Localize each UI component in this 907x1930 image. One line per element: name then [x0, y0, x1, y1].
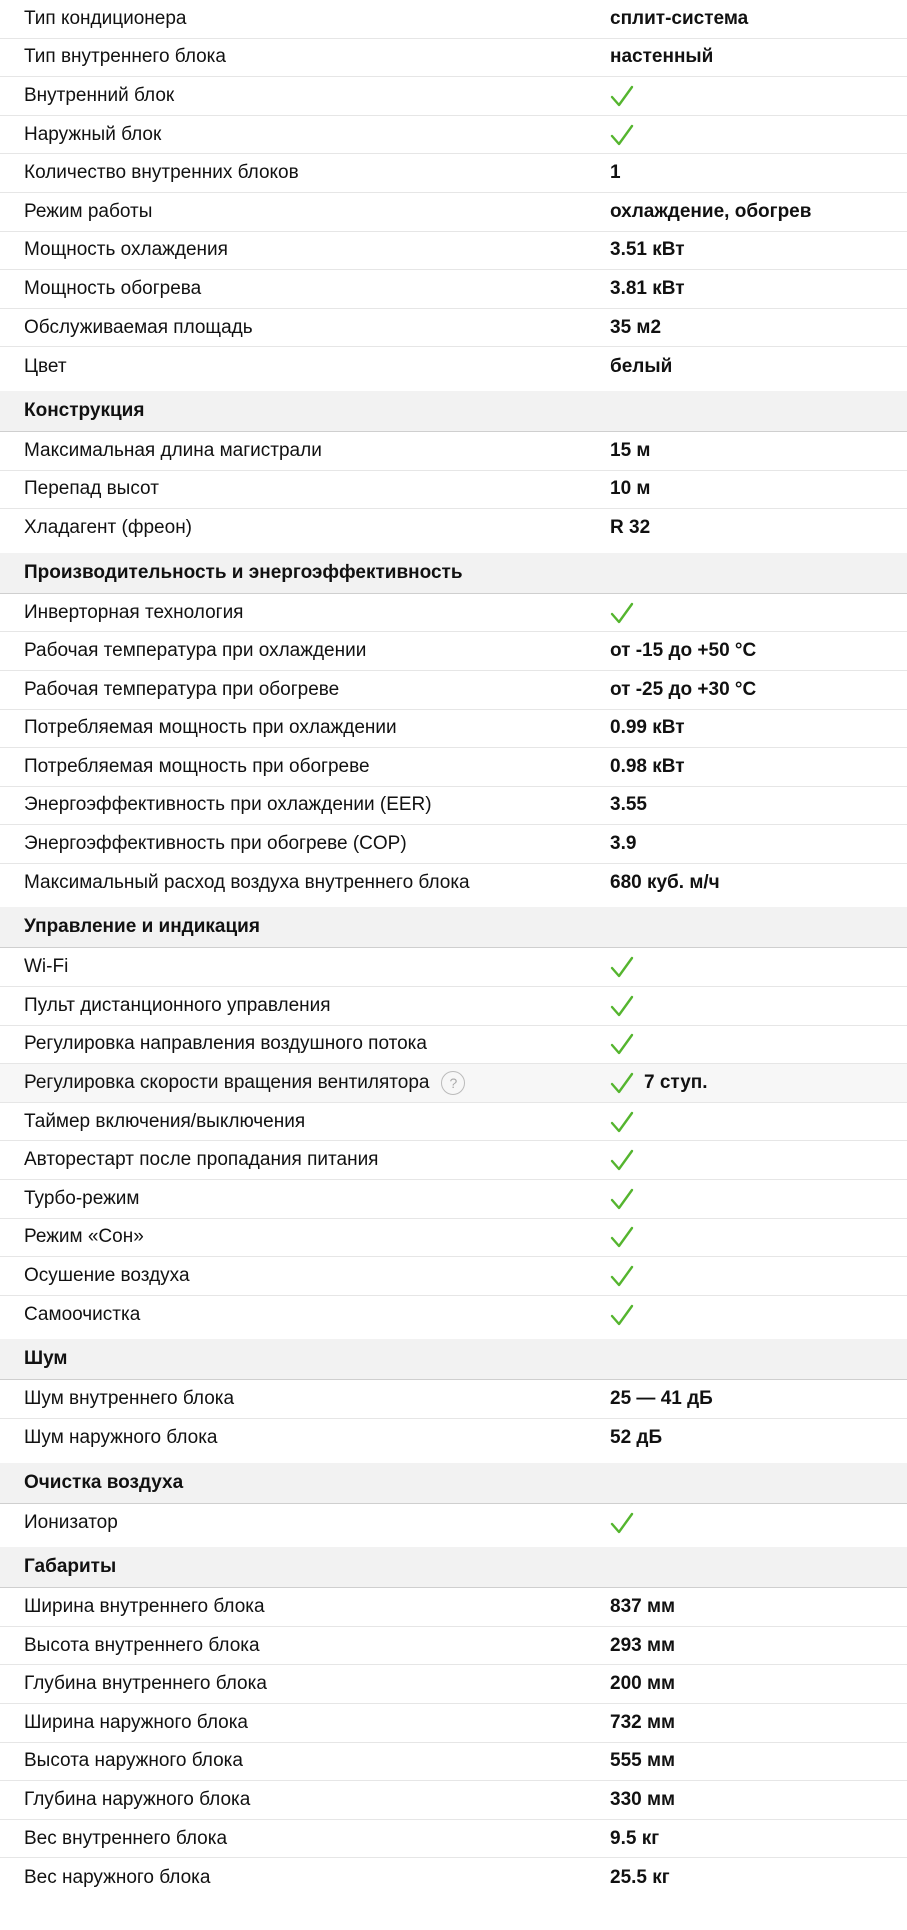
spec-label: Глубина внутреннего блока [24, 1673, 267, 1695]
spec-row [0, 825, 907, 864]
spec-row [0, 1219, 907, 1258]
spec-value: 680 куб. м/ч [610, 872, 720, 894]
section-header: Габариты [0, 1547, 907, 1588]
spec-value: 25.5 кг [610, 1866, 670, 1888]
spec-label-cell [0, 278, 610, 300]
spec-value-cell [610, 278, 685, 300]
spec-row [0, 1743, 907, 1782]
spec-row [0, 116, 907, 155]
spec-value-cell [610, 640, 756, 662]
spec-value: 0.98 кВт [610, 755, 685, 777]
spec-label-cell [0, 1265, 610, 1287]
spec-value-cell [610, 1789, 675, 1811]
spec-value-cell [610, 239, 685, 261]
spec-label: Потребляемая мощность при охлаждении [24, 717, 397, 739]
spec-row [0, 154, 907, 193]
spec-value-cell [610, 1303, 634, 1327]
checkmark-icon [610, 955, 634, 979]
spec-label: Хладагент (фреон) [24, 517, 193, 539]
spec-label-cell [0, 1512, 610, 1534]
spec-label: Ширина внутреннего блока [24, 1595, 265, 1617]
spec-row [0, 1704, 907, 1743]
checkmark-icon [610, 1264, 634, 1288]
spec-value: настенный [610, 46, 714, 68]
checkmark-icon [610, 601, 634, 625]
spec-value-cell [610, 756, 685, 778]
spec-value-cell [610, 517, 650, 539]
spec-label: Обслуживаемая площадь [24, 316, 253, 338]
spec-label: Режим «Сон» [24, 1226, 144, 1248]
spec-value-cell [610, 123, 634, 147]
spec-value: 555 мм [610, 1750, 676, 1772]
spec-row [0, 432, 907, 471]
spec-value: 3.55 [610, 794, 647, 816]
section-header: Очистка воздуха [0, 1463, 907, 1504]
spec-row [0, 77, 907, 116]
spec-row [0, 193, 907, 232]
spec-value-cell [610, 1635, 675, 1657]
spec-label: Количество внутренних блоков [24, 162, 299, 184]
spec-value-cell [610, 994, 634, 1018]
spec-label: Мощность охлаждения [24, 239, 228, 261]
spec-label: Рабочая температура при охлаждении [24, 640, 367, 662]
spec-row [0, 787, 907, 826]
spec-label-cell [0, 1750, 610, 1772]
spec-value: 3.81 кВт [610, 277, 685, 299]
spec-row [0, 347, 907, 386]
spec-label: Максимальная длина магистрали [24, 439, 322, 461]
spec-label: Глубина наружного блока [24, 1788, 251, 1810]
spec-row [0, 1026, 907, 1065]
spec-value: от -15 до +50 °C [610, 640, 757, 662]
spec-value: охлаждение, обогрев [610, 200, 812, 222]
spec-row [0, 509, 907, 548]
spec-value: 15 м [610, 439, 651, 461]
checkmark-icon [610, 84, 634, 108]
spec-label-cell [0, 1111, 610, 1133]
spec-row [0, 594, 907, 633]
spec-label-cell [0, 956, 610, 978]
spec-row [0, 1588, 907, 1627]
spec-label-cell [0, 1188, 610, 1210]
spec-label-cell [0, 1596, 610, 1618]
spec-label: Вес наружного блока [24, 1866, 211, 1888]
spec-value: 52 дБ [610, 1427, 663, 1449]
spec-value-cell [610, 84, 634, 108]
spec-label-cell [0, 640, 610, 662]
spec-row [0, 0, 907, 39]
checkmark-icon [610, 1303, 634, 1327]
spec-value: 3.9 [610, 833, 637, 855]
spec-value: сплит-система [610, 7, 749, 29]
spec-label: Наружный блок [24, 123, 162, 145]
spec-row [0, 1858, 907, 1897]
checkmark-icon [610, 1032, 634, 1056]
checkmark-icon [610, 1071, 634, 1095]
spec-row [0, 1781, 907, 1820]
spec-label: Шум наружного блока [24, 1427, 218, 1449]
spec-value-cell [610, 201, 811, 223]
spec-label-cell [0, 833, 610, 855]
spec-value: 35 м2 [610, 316, 662, 338]
spec-label-cell [0, 1828, 610, 1850]
spec-row [0, 1820, 907, 1859]
spec-value-cell [610, 1187, 634, 1211]
spec-row [0, 748, 907, 787]
spec-row [0, 232, 907, 271]
spec-label-cell [0, 1149, 610, 1171]
spec-value-cell [610, 1264, 634, 1288]
spec-label-cell [0, 1635, 610, 1657]
spec-label-cell [0, 1033, 610, 1055]
spec-value: 0.99 кВт [610, 717, 685, 739]
spec-value-cell [610, 1032, 634, 1056]
spec-value-cell [610, 317, 661, 339]
spec-value-cell [610, 1071, 708, 1095]
spec-label-cell [0, 46, 610, 68]
spec-label-cell [0, 1867, 610, 1889]
spec-label-cell [0, 1789, 610, 1811]
spec-label-cell [0, 356, 610, 378]
spec-label: Максимальный расход воздуха внутреннего блока [24, 872, 470, 894]
spec-label-cell [0, 162, 610, 184]
spec-value-cell [610, 8, 748, 30]
section-header: Производительность и энергоэффективность [0, 553, 907, 594]
spec-value-cell [610, 679, 756, 701]
spec-row [0, 1665, 907, 1704]
spec-row [0, 1627, 907, 1666]
spec-label-cell [0, 1304, 610, 1326]
spec-label-cell [0, 679, 610, 701]
spec-value: 3.51 кВт [610, 239, 685, 261]
spec-value-cell [610, 1148, 634, 1172]
spec-label-cell [0, 201, 610, 223]
spec-value-cell [610, 1867, 670, 1889]
spec-label: Вес внутреннего блока [24, 1827, 228, 1849]
spec-label-cell [0, 756, 610, 778]
spec-value: 330 мм [610, 1788, 676, 1810]
spec-label: Wi-Fi [24, 956, 69, 978]
spec-row [0, 671, 907, 710]
spec-row [0, 39, 907, 78]
spec-extra: 7 ступ. [644, 1072, 708, 1094]
spec-row [0, 1064, 907, 1103]
spec-row [0, 1296, 907, 1335]
spec-label: Самоочистка [24, 1304, 141, 1326]
spec-value-cell [610, 1427, 662, 1449]
section-header: Управление и индикация [0, 907, 907, 948]
spec-value-cell [610, 1750, 675, 1772]
spec-value: 837 мм [610, 1595, 676, 1617]
spec-value: 1 [610, 162, 621, 184]
spec-value-cell [610, 478, 650, 500]
spec-value: 293 мм [610, 1634, 676, 1656]
spec-row [0, 864, 907, 903]
spec-label: Шум внутреннего блока [24, 1388, 235, 1410]
checkmark-icon [610, 1511, 634, 1535]
spec-row [0, 632, 907, 671]
checkmark-icon [610, 994, 634, 1018]
spec-label-cell [0, 872, 610, 894]
spec-value-cell [610, 717, 685, 739]
spec-label: Тип кондиционера [24, 7, 187, 29]
spec-label: Тип внутреннего блока [24, 46, 226, 68]
spec-label: Внутренний блок [24, 84, 175, 106]
spec-row [0, 1141, 907, 1180]
section-header: Конструкция [0, 391, 907, 432]
spec-label-cell [0, 1388, 610, 1410]
spec-label-cell [0, 85, 610, 107]
spec-label-cell [0, 1427, 610, 1449]
spec-label-cell [0, 478, 610, 500]
spec-label: Авторестарт после пропадания питания [24, 1149, 379, 1171]
spec-value-cell [610, 440, 650, 462]
spec-value-cell [610, 872, 720, 894]
spec-row [0, 1419, 907, 1458]
checkmark-icon [610, 1110, 634, 1134]
spec-label: Инверторная технология [24, 601, 244, 623]
spec-label-cell [0, 8, 610, 30]
spec-label: Высота внутреннего блока [24, 1634, 260, 1656]
spec-row [0, 471, 907, 510]
spec-label-cell [0, 440, 610, 462]
spec-label-cell [0, 1673, 610, 1695]
spec-value: 732 мм [610, 1711, 676, 1733]
spec-label: Потребляемая мощность при обогреве [24, 755, 370, 777]
spec-label-cell [0, 1071, 610, 1095]
spec-value-cell [610, 162, 621, 184]
spec-label: Осушение воздуха [24, 1265, 190, 1287]
spec-value-cell [610, 1388, 713, 1410]
spec-label: Регулировка скорости вращения вентилятора [24, 1072, 430, 1094]
spec-label-cell [0, 717, 610, 739]
spec-label: Пульт дистанционного управления [24, 994, 331, 1016]
spec-label: Энергоэффективность при охлаждении (EER) [24, 794, 432, 816]
help-icon[interactable]: ? [441, 1071, 465, 1095]
spec-row [0, 1257, 907, 1296]
spec-label-cell [0, 1226, 610, 1248]
spec-row [0, 948, 907, 987]
section-header: Шум [0, 1339, 907, 1380]
checkmark-icon [610, 1187, 634, 1211]
spec-row [0, 1180, 907, 1219]
checkmark-icon [610, 1225, 634, 1249]
spec-value: белый [610, 355, 673, 377]
spec-row [0, 987, 907, 1026]
spec-value: 10 м [610, 478, 651, 500]
spec-label: Мощность обогрева [24, 277, 202, 299]
spec-value: R 32 [610, 517, 651, 539]
spec-label-cell [0, 602, 610, 624]
spec-value-cell [610, 833, 636, 855]
spec-label: Цвет [24, 355, 67, 377]
spec-value-cell [610, 1712, 675, 1734]
spec-row [0, 270, 907, 309]
spec-label-cell [0, 517, 610, 539]
spec-value-cell [610, 356, 672, 378]
spec-value: от -25 до +30 °C [610, 678, 757, 700]
spec-label: Рабочая температура при обогреве [24, 678, 340, 700]
spec-value: 9.5 кг [610, 1827, 660, 1849]
spec-label: Энергоэффективность при обогреве (COP) [24, 833, 407, 855]
spec-value-cell [610, 46, 713, 68]
spec-label-cell [0, 995, 610, 1017]
spec-label: Высота наружного блока [24, 1750, 243, 1772]
spec-label-cell [0, 794, 610, 816]
spec-label-cell [0, 239, 610, 261]
spec-value: 200 мм [610, 1673, 676, 1695]
spec-label-cell [0, 1712, 610, 1734]
spec-row [0, 309, 907, 348]
spec-label: Регулировка направления воздушного потока [24, 1033, 427, 1055]
checkmark-icon [610, 1148, 634, 1172]
spec-value-cell [610, 1596, 675, 1618]
spec-label-cell [0, 124, 610, 146]
spec-value-cell [610, 794, 647, 816]
spec-label: Турбо-режим [24, 1187, 140, 1209]
spec-label: Ширина наружного блока [24, 1711, 248, 1733]
spec-label: Режим работы [24, 200, 153, 222]
spec-value-cell [610, 1110, 634, 1134]
spec-value-cell [610, 1828, 659, 1850]
spec-label: Таймер включения/выключения [24, 1110, 306, 1132]
spec-value-cell [610, 1673, 675, 1695]
spec-value-cell [610, 1511, 634, 1535]
spec-label: Перепад высот [24, 478, 159, 500]
spec-value: 25 — 41 дБ [610, 1388, 713, 1410]
spec-value-cell [610, 955, 634, 979]
spec-value-cell [610, 601, 634, 625]
spec-row [0, 1103, 907, 1142]
spec-row [0, 1504, 907, 1543]
spec-label: Ионизатор [24, 1511, 118, 1533]
spec-row [0, 1380, 907, 1419]
spec-row [0, 710, 907, 749]
checkmark-icon [610, 123, 634, 147]
spec-value-cell [610, 1225, 634, 1249]
spec-label-cell [0, 317, 610, 339]
